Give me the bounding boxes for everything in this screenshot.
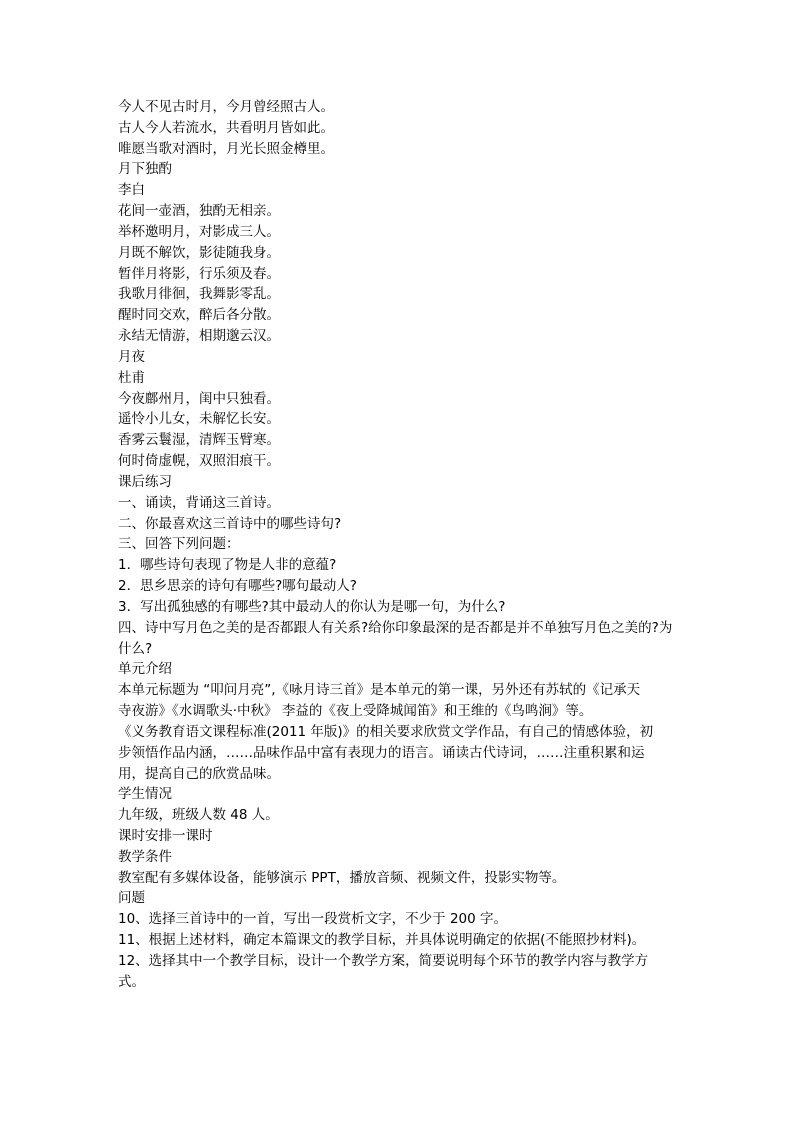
text-line: 教室配有多媒体设备，能够演示 PPT，播放音频、视频文件，投影实物等。 — [118, 869, 566, 886]
text-line: 月下独酌 — [118, 161, 172, 178]
document-body — [118, 97, 718, 993]
text-line: 式。 — [118, 973, 145, 990]
text-line: 李白 — [118, 182, 145, 199]
text-line: 九年级，班级人数 48 人。 — [118, 807, 279, 824]
text-line: 四、诗中写月色之美的是否都跟人有关系?给你印象最深的是否都是并不单独写月色之美的?为 — [118, 619, 673, 636]
text-line: 问题 — [118, 890, 145, 907]
text-line: 杜甫 — [118, 369, 145, 386]
text-line: 1．哪些诗句表现了物是人非的意蕴? — [118, 557, 337, 574]
text-line: 醒时同交欢，醉后各分散。 — [118, 307, 280, 324]
text-line: 举杯邀明月，对影成三人。 — [118, 223, 280, 240]
text-line: 二、你最喜欢这三首诗中的哪些诗句? — [118, 515, 342, 532]
text-line: 什么? — [118, 640, 153, 657]
text-line: 三、回答下列问题： — [118, 536, 240, 553]
text-line: 用，提高自己的欣赏品味。 — [118, 765, 280, 782]
text-line: 月夜 — [118, 348, 145, 365]
text-line: 遥怜小儿女，未解忆长安。 — [118, 411, 280, 428]
text-line: 本单元标题为 “叩问月亮”,《咏月诗三首》是本单元的第一课，另外还有苏轼的《记承天 — [118, 682, 641, 699]
text-line: 3．写出孤独感的有哪些?其中最动人的你认为是哪一句，为什么? — [118, 598, 506, 615]
text-line: 我歌月徘徊，我舞影零乱。 — [118, 286, 280, 303]
text-line: 教学条件 — [118, 848, 172, 865]
text-line: 古人今人若流水，共看明月皆如此。 — [118, 119, 334, 136]
text-line: 月既不解饮，影徒随我身。 — [118, 244, 280, 261]
text-line: 单元介绍 — [118, 661, 172, 678]
text-line: 步领悟作品内涵，……品味作品中富有表现力的语言。诵读古代诗词，……注重积累和运 — [118, 744, 645, 761]
text-line: 课后练习 — [118, 473, 172, 490]
text-line: 何时倚虚幌，双照泪痕干。 — [118, 453, 280, 470]
text-line: 花间一壶酒，独酌无相亲。 — [118, 203, 280, 220]
text-line: 永结无情游，相期邈云汉。 — [118, 328, 280, 345]
text-line: 2．思乡思亲的诗句有哪些?哪句最动人? — [118, 578, 357, 595]
text-line: 学生情况 — [118, 786, 172, 803]
text-line: 课时安排一课时 — [118, 827, 213, 844]
text-line: 寺夜游》《水调歌头·中秋》 李益的《夜上受降城闻笛》和王维的《鸟鸣涧》等。 — [118, 703, 593, 720]
text-line: 唯愿当歌对酒时，月光长照金樽里。 — [118, 140, 334, 157]
text-line: 暂伴月将影，行乐须及春。 — [118, 265, 280, 282]
text-line: 12、选择其中一个教学目标，设计一个教学方案，简要说明每个环节的教学内容与教学方 — [118, 952, 649, 969]
text-line: 11、根据上述材料，确定本篇课文的教学目标，并具体说明确定的依据(不能照抄材料)。 — [118, 932, 646, 949]
text-line: 今夜鄜州月，闺中只独看。 — [118, 390, 280, 407]
text-line: 香雾云鬟湿，清辉玉臂寒。 — [118, 432, 280, 449]
text-line: 一、诵读，背诵这三首诗。 — [118, 494, 280, 511]
text-line: 今人不见古时月，今月曾经照古人。 — [118, 99, 334, 115]
text-line: 10、选择三首诗中的一首，写出一段赏析文字，不少于 200 字。 — [118, 911, 508, 928]
text-line: 《义务教育语文课程标准(2011 年版)》的相关要求欣赏文学作品，有自己的情感体验，初 — [118, 723, 654, 740]
